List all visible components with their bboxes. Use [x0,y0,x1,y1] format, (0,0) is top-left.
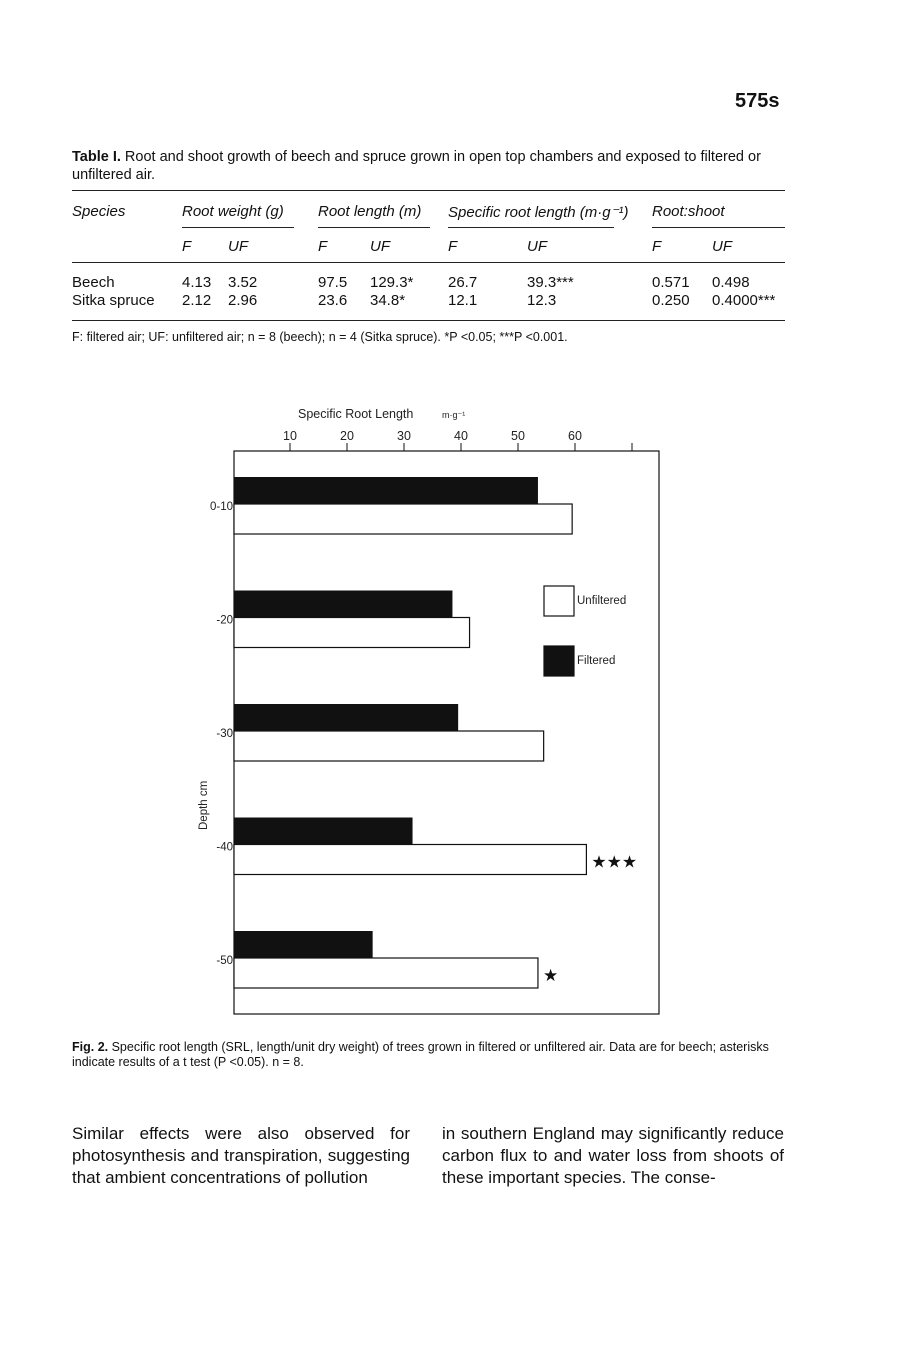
y-category-label: 0-10 [209,501,233,513]
bar-unfiltered [234,958,538,988]
x-tick-label: 50 [511,429,525,443]
table-cell: 12.3 [527,292,557,309]
y-category-label: -40 [216,841,233,854]
row-species: Beech [72,274,115,291]
table-cell: 0.571 [652,274,690,291]
y-category-label: -50 [216,955,233,967]
table-cell: 2.12 [182,292,212,309]
subheader-f: F [182,238,192,255]
table-footnote: F: filtered air; UF: unfiltered air; n = 8 (beech); n = 4 (Sitka spruce). *P <0.05; ***P <0.001. [72,330,568,344]
figure-caption-label: Fig. 2. [72,1040,109,1054]
legend-label: Unfiltered [577,595,627,607]
table-cell: 26.7 [448,274,478,291]
subheader-uf: UF [712,238,732,255]
table-caption-label: Table I. [72,149,121,165]
x-tick-label: 60 [568,429,582,443]
bar-unfiltered [234,618,470,648]
y-category-label: -20 [216,614,233,627]
y-axis-labels [210,501,233,967]
subheader-uf: UF [370,238,390,255]
legend-swatch-unfiltered [544,586,574,616]
table-cell: 0.498 [712,274,750,291]
header-root-weight: Root weight (g) [182,203,284,220]
bars [234,477,637,988]
bar-filtered [234,704,458,734]
y-category-label: -30 [216,728,233,740]
table-cell: 129.3* [370,274,414,291]
table-cell: 34.8* [370,292,406,309]
subheader-f: F [318,238,328,255]
bar-unfiltered [234,731,544,761]
legend-swatch-filtered [544,646,574,676]
header-species: Species [72,203,126,220]
chart-title-unit: m·g⁻¹ [442,410,466,420]
row-species: Sitka spruce [72,292,155,309]
table-cell: 0.4000*** [712,292,776,309]
table-cell: 39.3*** [527,274,574,291]
x-axis-ticks [283,429,632,451]
table-cell: 23.6 [318,292,348,309]
x-tick-label: 30 [397,429,411,443]
bar-filtered [234,931,373,961]
bar-filtered [234,818,413,848]
body-left-column: Similar effects were also observed for photosynthesis and transpiration, suggesting that ambient concentrations of pollution [72,1124,410,1187]
bar-filtered [234,477,538,507]
legend-label: Filtered [577,655,616,667]
figure-caption-text: Specific root length (SRL, length/unit dry weight) of trees grown in filtered or unfiltered air. Data are for beech; asterisks indicate results of a t test (P <0.05). n = 8. [72,1040,769,1069]
figure-caption [72,1040,787,1070]
chart-title: Specific Root Length [298,407,414,421]
table-cell: 2.96 [228,292,258,309]
table-cell: 3.52 [228,274,258,291]
subheader-f: F [652,238,662,255]
bar-filtered [234,591,452,621]
legend [544,586,626,676]
bar-unfiltered [234,845,586,875]
subheader-uf: UF [228,238,248,255]
significance-stars: ★ [542,966,559,985]
page-number: 575s [735,90,780,112]
subheader-uf: UF [527,238,547,255]
table-cell: 4.13 [182,274,212,291]
bar-unfiltered [234,504,572,534]
header-root-length: Root length (m) [318,203,422,220]
table-cell: 12.1 [448,292,478,309]
y-axis-title: Depth cm [198,780,210,830]
table-cell: 97.5 [318,274,348,291]
significance-stars: ★★★ [591,852,638,872]
header-specific-root-length: Specific root length (m·g⁻¹) [448,204,629,221]
table-caption-text: Root and shoot growth of beech and spruce grown in open top chambers and exposed to filtered or unfiltered air. [72,149,761,183]
body-right-column: in southern England may significantly reduce carbon flux to and water loss from shoots of these important species. The conse- [442,1124,784,1187]
x-tick-label: 40 [454,429,468,443]
table-cell: 0.250 [652,292,690,309]
header-root-shoot: Root:shoot [652,203,725,220]
subheader-f: F [448,238,458,255]
x-tick-label: 20 [340,429,354,443]
x-tick-label: 10 [283,429,297,443]
